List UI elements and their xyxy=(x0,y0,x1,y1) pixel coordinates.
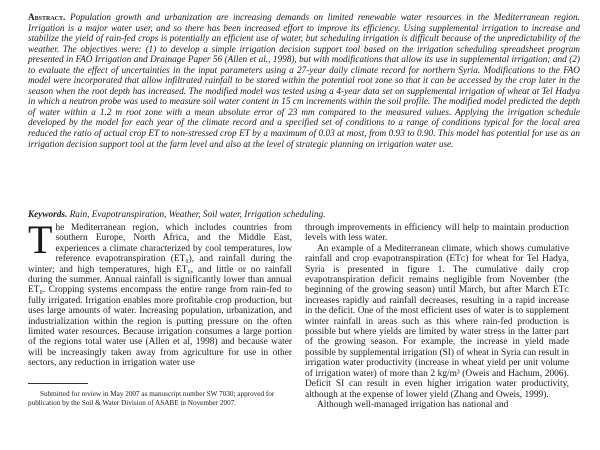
keywords xyxy=(28,210,580,221)
intro-paragraph-text: he Mediterranean region, which includes countries from southern Europe, North Africa, and the Middle East, experiences a climate characterized by cool temperatures, low reference evapotranspiration (ET₀), and rainfall during the winter; and high temperatures, high ET₀, and little or no rainfall during the summer. Annual rainfall is significantly lower than annual ET₀. Cropping systems encompass the entire range from rain-fed to fully irrigated. Irrigation enables more profitable crop production, but uses large amounts of water. Increasing population, urbanization, and industrialization within the region is putting pressure on the often limited water resources. Because irrigation consumes a large portion of the regions total water use (Allen et al, 1998) and because water will be increasingly taken away from agriculture for use in other sectors, any reduction in irrigation water use xyxy=(28,223,292,369)
footnote-rule xyxy=(28,383,88,384)
footnote-text: Submitted for review in May 2007 as manuscript number SW 7030; approved for publication by the Soil & Water Division of ASABE in November 2007. xyxy=(28,390,275,407)
body-column-right xyxy=(305,223,569,410)
drop-cap: T xyxy=(28,217,53,262)
keywords-label: Keywords. xyxy=(28,210,68,220)
paragraph-well-managed: Although well-managed irrigation has national and xyxy=(317,399,509,410)
abstract-text: Population growth and urbanization are increasing demands on limited renewable water resources in the Mediterranean region. Irrigation is a major water user, and so there has been increased effort to improve its efficiency. Using supplemental irrigation to increase and stabilize the yield of rain-fed crops is potentially an efficient use of water, but scheduling irrigation is difficult because of the unpredictability of the weather. The objectives were: (1) to develop a simple irrigation decision support tool based on the irrigation scheduling spreadsheet program presented in FAO Irrigation and Drainage Paper 56 (Allen et al., 1998), but with modifications that allow its use in supplemental irrigation; and (2) to evaluate the effect of uncertainties in the input parameters using a 27-year daily climate record for northern Syria. Modifications to the FAO model were incorporated that allow infiltrated rainfall to be stored within the potential root zone so that it can be accessed by the crop later in the season when the root depth has increased. The modified model was tested using a 4-year data set on supplemental irrigation of wheat at Tel Hadya in which a neutron probe was used to measure soil water content in 15 cm increments within the soil profile. The modified model predicted the depth of water within a 1.2 m root zone with a mean absolute error of 23 mm compared to the measured values. Applying the irrigation schedule developed by the model for each year of the climate record and a specified set of conditions to a range of conditions typical for the local area reduced the ratio of actual crop ET to non-stressed crop ET by a maximum of 0.03 at most, from 0.93 to 0.90. This model has potential for use as an irrigation decision support tool at the farm level and also at the level of strategic planning on irrigation water use. xyxy=(28,13,580,150)
paragraph-climate-example: An example of a Mediterranean climate, which shows cumulative rainfall and crop evapotranspiration (ETᴄ) for wheat for Tel Hadya, Syria is presented in figure 1. The cumulative daily crop evapotranspiration deficit remains negligible from November (the beginning of the growing season) until March, but after March ETᴄ increases rapidly and rainfall decreases, resulting in a rapid increase in the deficit. One of the most efficient uses of water is to supplement winter rainfall in areas such as this where rain-fed production is possible but where yields are limited by water stress in the latter part of the growing season. For example, the increase in yield made possible by supplemental irrigation (SI) of wheat in Syria can result in irrigation water productivity (increase in wheat yield per unit volume of irrigation water) of more than 2 kg/m³ (Oweis and Hachum, 2006). Deficit SI can result in even higher irrigation water productivity, although at the expense of lower yield (Zhang and Oweis, 1999). xyxy=(305,243,569,400)
paragraph-continuation: through improvements in efficiency will help to maintain production levels with less water. xyxy=(305,223,569,244)
abstract xyxy=(28,13,580,150)
keywords-text: Rain, Evapotranspiration, Weather, Soil water, Irrigation scheduling. xyxy=(69,210,326,220)
footnote xyxy=(28,390,292,407)
abstract-label: Abstract. xyxy=(28,13,66,23)
body-column-left xyxy=(28,217,292,369)
intro-paragraph xyxy=(28,217,292,369)
